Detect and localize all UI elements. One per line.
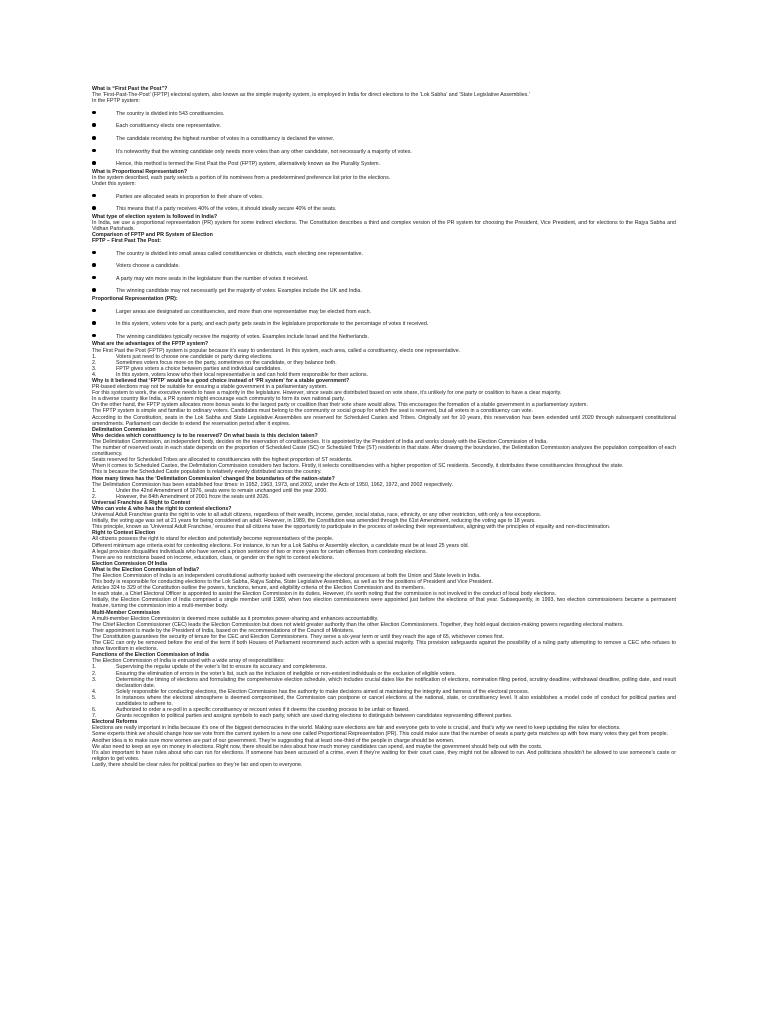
bullet-item: Parties are allocated seats in proportion to their share of votes. xyxy=(92,194,676,200)
item-text: Voters just need to choose one candidate or party during elections. xyxy=(116,353,273,360)
item-text: Grants recognition to political parties and assigns symbols to each party, which are used during elections to distinguish between candidates representing different parties. xyxy=(116,713,513,720)
bullet-item: A party may win more seats in the legislature than the number of votes it received. xyxy=(92,276,676,282)
paragraph: Another idea is to make sure more women are part of our government. They’re suggesting that at least one-third of the people in charge should be women. xyxy=(92,737,455,744)
paragraph: The First Past the Post (FPTP) system is popular because it’s easy to understand. In this system, each area, called a constituency, elects one representative. xyxy=(92,347,461,354)
bullet-item: Hence, this method is termed the First Past the Post (FPTP) system, alternatively known as the Plurality System. xyxy=(92,161,676,167)
paragraph: When it comes to Scheduled Castes, the Delimitation Commission considers two factors. Firstly, it selects constituencies with a higher proportion of SC residents. Secondly, it distributes these constituencies throughout the state. xyxy=(92,463,624,470)
item-number: 3. xyxy=(92,365,97,372)
bullet-item: The country is divided into small areas called constituencies or districts, each electing one representative. xyxy=(92,251,676,257)
paragraph: According to the Constitution, seats in the Lok Sabha and State Legislative Assemblies are reserved for Scheduled Castes and Tribes. Originally set for 10 years, this reservation has been extended until 2020 through subsequent constitutional amendments. Parliament can decide to extend the reservation period after it expires. xyxy=(92,414,676,427)
bullet-item: Each constituency elects one representative. xyxy=(92,123,676,129)
item-number: 2. xyxy=(92,359,97,366)
numbered-item xyxy=(92,677,676,689)
paragraph: The number of reserved seats in each state depends on the proportion of Scheduled Caste (SC) or Scheduled Tribe (ST) residents in that state. After drawing the boundaries, the Delimitation Commission analyzes the population composition of each constituency. xyxy=(92,445,676,458)
paragraph: A legal provision disqualifies individuals who have served a prison sentence of two or more years for certain offenses from contesting elections. xyxy=(92,548,427,555)
section-heading: Comparison of FPTP and PR System of Election xyxy=(92,232,213,238)
bullet-item: Voters choose a candidate. xyxy=(92,263,676,269)
paragraph: On the other hand, the FPTP system allocates more bonus seats to the largest party or coalition than their vote share would allow. This encourages the formation of a stable government in a parliamentary system. xyxy=(92,402,588,409)
item-number: 2. xyxy=(92,670,97,677)
section-heading: What type of election system is followed in India? xyxy=(92,213,218,220)
bullet-item: In this system, voters vote for a party, and each party gets seats in the legislature proportionate to the percentage of votes it received. xyxy=(92,321,676,327)
item-text: Solely responsible for conducting elections, the Election Commission has the authority to make decisions aimed at maintaining the integrity and fairness of the electoral process. xyxy=(116,688,530,695)
paragraph: PR-based elections may not be suitable for ensuring a stable government in a parliamentary system. xyxy=(92,384,328,391)
item-number: 4. xyxy=(92,688,97,695)
bullet-item: The winning candidate may not necessarily get the majority of votes. Examples include the UK and India. xyxy=(92,288,676,294)
item-number: 1. xyxy=(92,664,97,671)
section-heading: Universal Franchise & Right to Contest xyxy=(92,499,191,506)
paragraph: Elections are really important in India because it’s one of the biggest democracies in the world. Making sure elections are fair and everyone gets to vote is crucial, and that’s why we need to keep updating the rules for elections. xyxy=(92,725,621,732)
section-heading: What are the advantages of the FPTP system? xyxy=(92,341,209,348)
paragraph: The Election Commission of India is an independent constitutional authority tasked with overseeing the electoral processes at both the Union and State levels in India. xyxy=(92,573,481,579)
item-text: Ensuring the elimination of errors in the voter’s list, such as the inclusion of ineligible or non-existent individuals or the exclusion of eligible voters. xyxy=(116,670,456,677)
paragraph: In a diverse country like India, a PR system might encourage each community to form its own national party. xyxy=(92,396,345,403)
bullet-item: Larger areas are designated as constituencies, and more than one representative may be elected from each. xyxy=(92,309,676,315)
paragraph: Articles 324 to 329 of the Constitution outline the powers, functions, tenure, and eligibility criteria of the Election Commission and its members. xyxy=(92,585,425,592)
bullet-item: It’s noteworthy that the winning candidate only needs more votes than any other candidate, not necessarily a majority of votes. xyxy=(92,149,676,155)
paragraph: The ‘First-Past-The-Post’ (FPTP) electoral system, also known as the simple majority system, is employed in India for direct elections to the ‘Lok Sabha’ and ‘State Legislative Assemblies.’ xyxy=(92,92,530,99)
item-text: However, the 84th Amendment of 2001 froze the seats until 2026. xyxy=(116,493,270,500)
item-text: In instances where the electoral atmosphere is deemed compromised, the Commission can postpone or cancel elections at the national, state, or constituency level. It also establishes a model code of conduct for political parties and candidates to adhere to. xyxy=(116,694,676,707)
section-heading: What is Proportional Representation? xyxy=(92,168,188,175)
item-text: FPTP gives voters a choice between parties and individual candidates. xyxy=(116,365,282,372)
paragraph: This principle, known as ‘Universal Adult Franchise,’ ensures that all citizens have the opportunity to participate in the process of selecting their representatives, aligning with the principles of equality and non-discrimination. xyxy=(92,524,611,531)
paragraph: The Delimitation Commission, an independent body, decides on the reservation of constituencies. It is appointed by the President of India and works closely with the Election Commission of India. xyxy=(92,438,548,445)
item-number: 1. xyxy=(92,487,97,494)
item-number: 1. xyxy=(92,353,97,360)
section-heading: FPTP – First Past The Post: xyxy=(92,238,162,245)
section-heading: What is the Election Commission of India? xyxy=(92,566,200,573)
paragraph: It’s also important to have rules about who can run for elections. If someone has been accused of a crime, even if they’re waiting for their court case, they might not be allowed to run. And politicians shouldn’t be allowed to use someone’s caste or religion to get votes. xyxy=(92,749,676,762)
paragraph: Their appointment is made by the President of India, based on the recommendations of the Council of Ministers. xyxy=(92,627,355,634)
section-heading: Proportional Representation (PR): xyxy=(92,296,178,303)
paragraph: The CEC can only be removed before the end of the term if both Houses of Parliament recommend such action with a special majority. This provision safeguards against the possibility of a ruling party attempting to remove a CEC who refuses to show favoritism in elections. xyxy=(92,640,676,653)
paragraph: In the FPTP system: xyxy=(92,98,140,105)
section-heading: Delimitation Commission xyxy=(92,426,156,433)
numbered-item xyxy=(92,372,676,378)
paragraph: Different minimum age criteria exist for contesting elections. For instance, to run for a Lok Sabha or Assembly election, a candidate must be at least 25 years old. xyxy=(92,542,470,549)
paragraph: There are no restrictions based on income, education, class, or gender on the right to contest elections. xyxy=(92,554,335,561)
paragraph: This body is responsible for conducting elections to the Lok Sabha, Rajya Sabha, State Legislative Assemblies, as well as for the positions of President and Vice President. xyxy=(92,579,493,586)
bullet-item: The winning candidates typically receive the majority of votes. Examples include Israel and the Netherlands. xyxy=(92,334,676,340)
bullet-item: This means that if a party receives 40% of the votes, it should ideally secure 40% of the seats. xyxy=(92,206,676,212)
item-text: Sometimes voters focus more on the party, sometimes on the candidate, or they balance both. xyxy=(116,359,337,366)
paragraph: Seats reserved for Scheduled Tribes are allocated to constituencies with the highest proportion of ST residents. xyxy=(92,457,353,464)
document-page xyxy=(92,86,676,768)
paragraph: Under this system: xyxy=(92,180,136,187)
item-text: Determining the timing of elections and formulating the comprehensive election schedule, which includes crucial dates like the notification of elections, nomination filing period, scrutiny deadline, withdrawal deadline, polling date, and result declaration date. xyxy=(116,676,676,689)
paragraph: The FPTP system is simple and familiar to ordinary voters. Candidates must belong to the community or social group for which the seat is reserved, but all voters in a constituency can vote. xyxy=(92,408,533,415)
paragraph: Initially, the voting age was set at 21 years for being considered an adult. However, in 1989, the Constitution was amended through the 61st Amendment, reducing the voting age to 18 years. xyxy=(92,518,536,525)
item-number: 3. xyxy=(92,676,97,683)
section-heading: Right to Contest Election xyxy=(92,530,156,537)
section-heading: Electoral Reforms xyxy=(92,719,138,726)
paragraph: Initially, the Election Commission of India comprised a single member until 1989, when two election commissioners were appointed just before the elections of that year. Subsequently, in 1993, two election commissioners became a permanent feature, turning the commission into a multi-member body. xyxy=(92,597,676,610)
item-number: 2. xyxy=(92,493,97,500)
paragraph: All citizens possess the right to stand for election and potentially become representatives of the people. xyxy=(92,536,334,543)
item-number: 6. xyxy=(92,707,97,714)
section-heading: Multi-Member Commission xyxy=(92,609,160,616)
section-heading: Election Commission Of India xyxy=(92,560,168,567)
item-number: 5. xyxy=(92,694,97,701)
item-text: Authorized to order a re-poll in a specific constituency or recount votes if it deems the counting process to be unfair or flawed. xyxy=(116,707,410,714)
section-heading: Functions of the Election Commission of India xyxy=(92,652,209,659)
bullet-item: The candidate receiving the highest number of votes in a constituency is declared the winner. xyxy=(92,136,676,142)
paragraph: This is because the Scheduled Caste population is relatively evenly distributed across the country. xyxy=(92,469,322,476)
paragraph: In the system described, each party selects a portion of its nominees from a predetermined preference list prior to the elections. xyxy=(92,174,391,181)
paragraph: Lastly, there should be clear rules for political parties so they’re fair and open to everyone. xyxy=(92,761,303,768)
paragraph: Some experts think we should change how we vote from the current system to a new one called Proportional Representation (PR). This could make sure that the number of seats a party gets matches up with how many votes they get from people. xyxy=(92,731,669,738)
numbered-item xyxy=(92,713,676,719)
paragraph: The Chief Election Commissioner (CEC) leads the Election Commission but does not wield greater authority than the other Election Commissioners. Together, they hold equal decision-making powers regarding electoral matters. xyxy=(92,621,624,628)
paragraph: Universal Adult Franchise grants the right to vote to all adult citizens, regardless of their wealth, income, gender, social status, race, ethnicity, or any other restriction, with only a few exceptions. xyxy=(92,512,542,519)
item-text: Under the 42nd Amendment of 1976, seats were to remain unchanged until the year 2000. xyxy=(116,487,328,494)
section-heading: Why is it believed that ‘FPTP’ would be a good choice instead of ‘PR system’ for a stable government? xyxy=(92,378,350,384)
paragraph: For this system to work, the executive needs to have a majority in the legislature. However, since seats are distributed based on vote share, it’s unlikely for one party or coalition to have a clear majority. xyxy=(92,390,562,397)
paragraph: The Election Commission of India is entrusted with a wide array of responsibilities: xyxy=(92,658,285,665)
paragraph: The Delimitation Commission has been established four times: in 1952, 1963, 1973, and 2002, under the Acts of 1950, 1962, 1972, and 2002 respectively. xyxy=(92,481,453,488)
item-number: 7. xyxy=(92,713,97,720)
section-heading: How many times has the ‘Delimitation Commission’ changed the boundaries of the nation-state? xyxy=(92,475,335,482)
item-number: 4. xyxy=(92,371,97,378)
paragraph: In each state, a Chief Electoral Officer is appointed to assist the Election Commission in its duties. However, it’s worth noting that the commission is not involved in the conduct of local body elections. xyxy=(92,591,557,598)
bullet-item: The country is divided into 543 constituencies. xyxy=(92,111,676,117)
paragraph: In India, we use a proportional representation (PR) system for some indirect elections. The Constitution describes a third and complex version of the PR system for choosing the President, Vice President, and for elections to the Rajya Sabha and Vidhan Parishads. xyxy=(92,219,676,232)
paragraph: The Constitution guarantees the security of tenure for the CEC and Election Commissioners. They serve a six-year term or until they reach the age of 65, whichever comes first. xyxy=(92,633,505,640)
section-heading: Who can vote & who has the right to contest elections? xyxy=(92,505,232,512)
numbered-item xyxy=(92,695,676,707)
paragraph: We also need to keep an eye on money in elections. Right now, there should be rules about how much money candidates can spend, and maybe the government should help out with the costs. xyxy=(92,743,543,750)
item-text: Supervising the regular update of the voter’s list to ensure its accuracy and completeness. xyxy=(116,664,327,671)
section-heading: What is “First Past the Post”? xyxy=(92,86,168,92)
paragraph: A multi-member Election Commission is deemed more suitable as it promotes power-sharing and enhances accountability. xyxy=(92,615,379,622)
numbered-item xyxy=(92,494,676,500)
section-heading: Who decides which constituency is to be reserved? On what basis is this decision taken? xyxy=(92,432,318,439)
item-text: In this system, voters know who their local representative is and can hold them responsible for their actions. xyxy=(116,371,369,378)
